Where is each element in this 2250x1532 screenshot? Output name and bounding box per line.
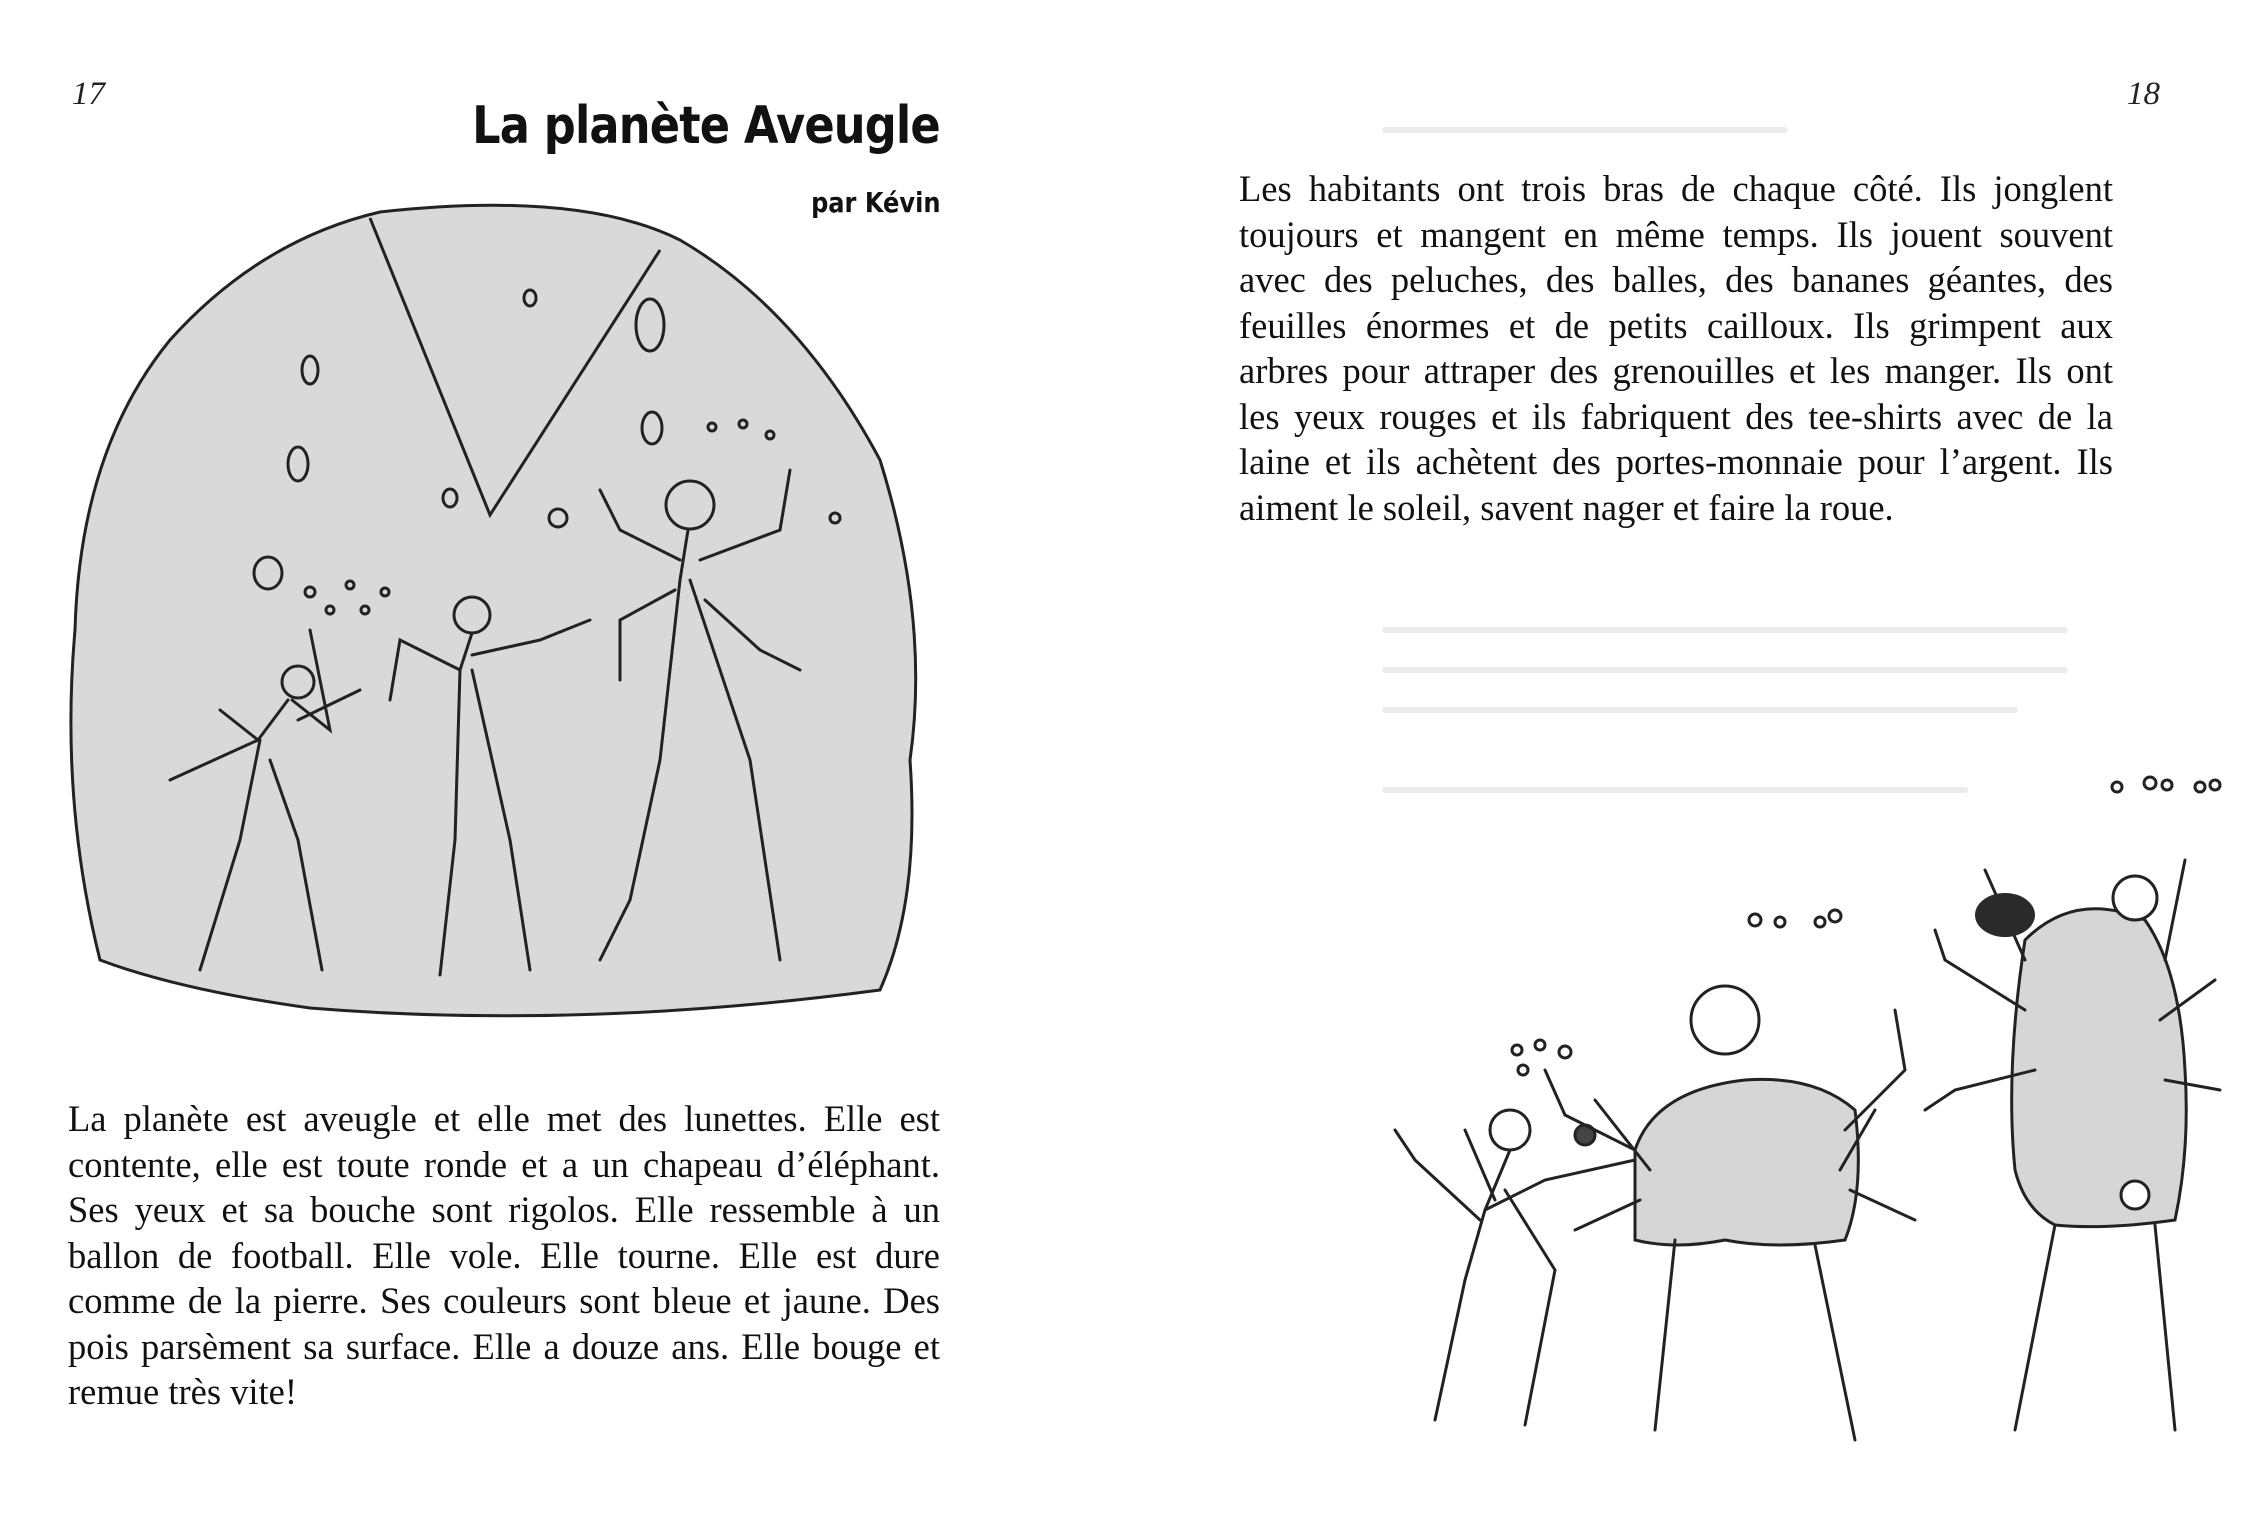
planet-illustration xyxy=(60,200,930,1030)
right-paragraph-text: Les habitants ont trois bras de chaque côté. Ils jonglent toujours et mangent en même temps. Ils jouent souvent avec des peluches, des balles, des bananes géantes, des feuilles énormes et de petits cailloux. Ils grimpent aux arbres pour attraper des grenouilles et les manger. Ils ont les yeux rouges et ils fabriquent des tee-shirts avec de la laine et ils achètent des portes-monnaie pour l’argent. Ils aiment le soleil, savent nager et faire la roue. xyxy=(1239,168,2113,528)
story-title: La planète Aveugle xyxy=(472,96,940,156)
left-paragraph xyxy=(68,1096,940,1415)
page-number-right: 18 xyxy=(2127,76,2160,112)
dark-object xyxy=(1975,893,2035,937)
inhabitant-figure-2 xyxy=(1545,986,1915,1440)
right-page xyxy=(1125,0,2250,1532)
planet-shape xyxy=(71,205,916,1016)
right-paragraph xyxy=(1239,166,2113,530)
page-number-left: 17 xyxy=(72,76,105,112)
inhabitant-figure-3 xyxy=(1925,860,2220,1430)
inhabitants-illustration xyxy=(1255,770,2250,1450)
story-author: par Kévin xyxy=(810,186,940,219)
inhabitant-figure-1 xyxy=(1395,1110,1635,1425)
left-paragraph-text: La planète est aveugle et elle met des lunettes. Elle est contente, elle est toute ronde et a un chapeau d’éléphant. Ses yeux et sa bouche sont rigolos. Elle ressemble à un ballon de football. Elle vole. Elle tourne. Elle est dure comme de la pierre. Ses couleurs sont bleue et jaune. Des pois parsèment sa surface. Elle a douze ans. Elle bouge et remue très vite! xyxy=(68,1098,940,1412)
